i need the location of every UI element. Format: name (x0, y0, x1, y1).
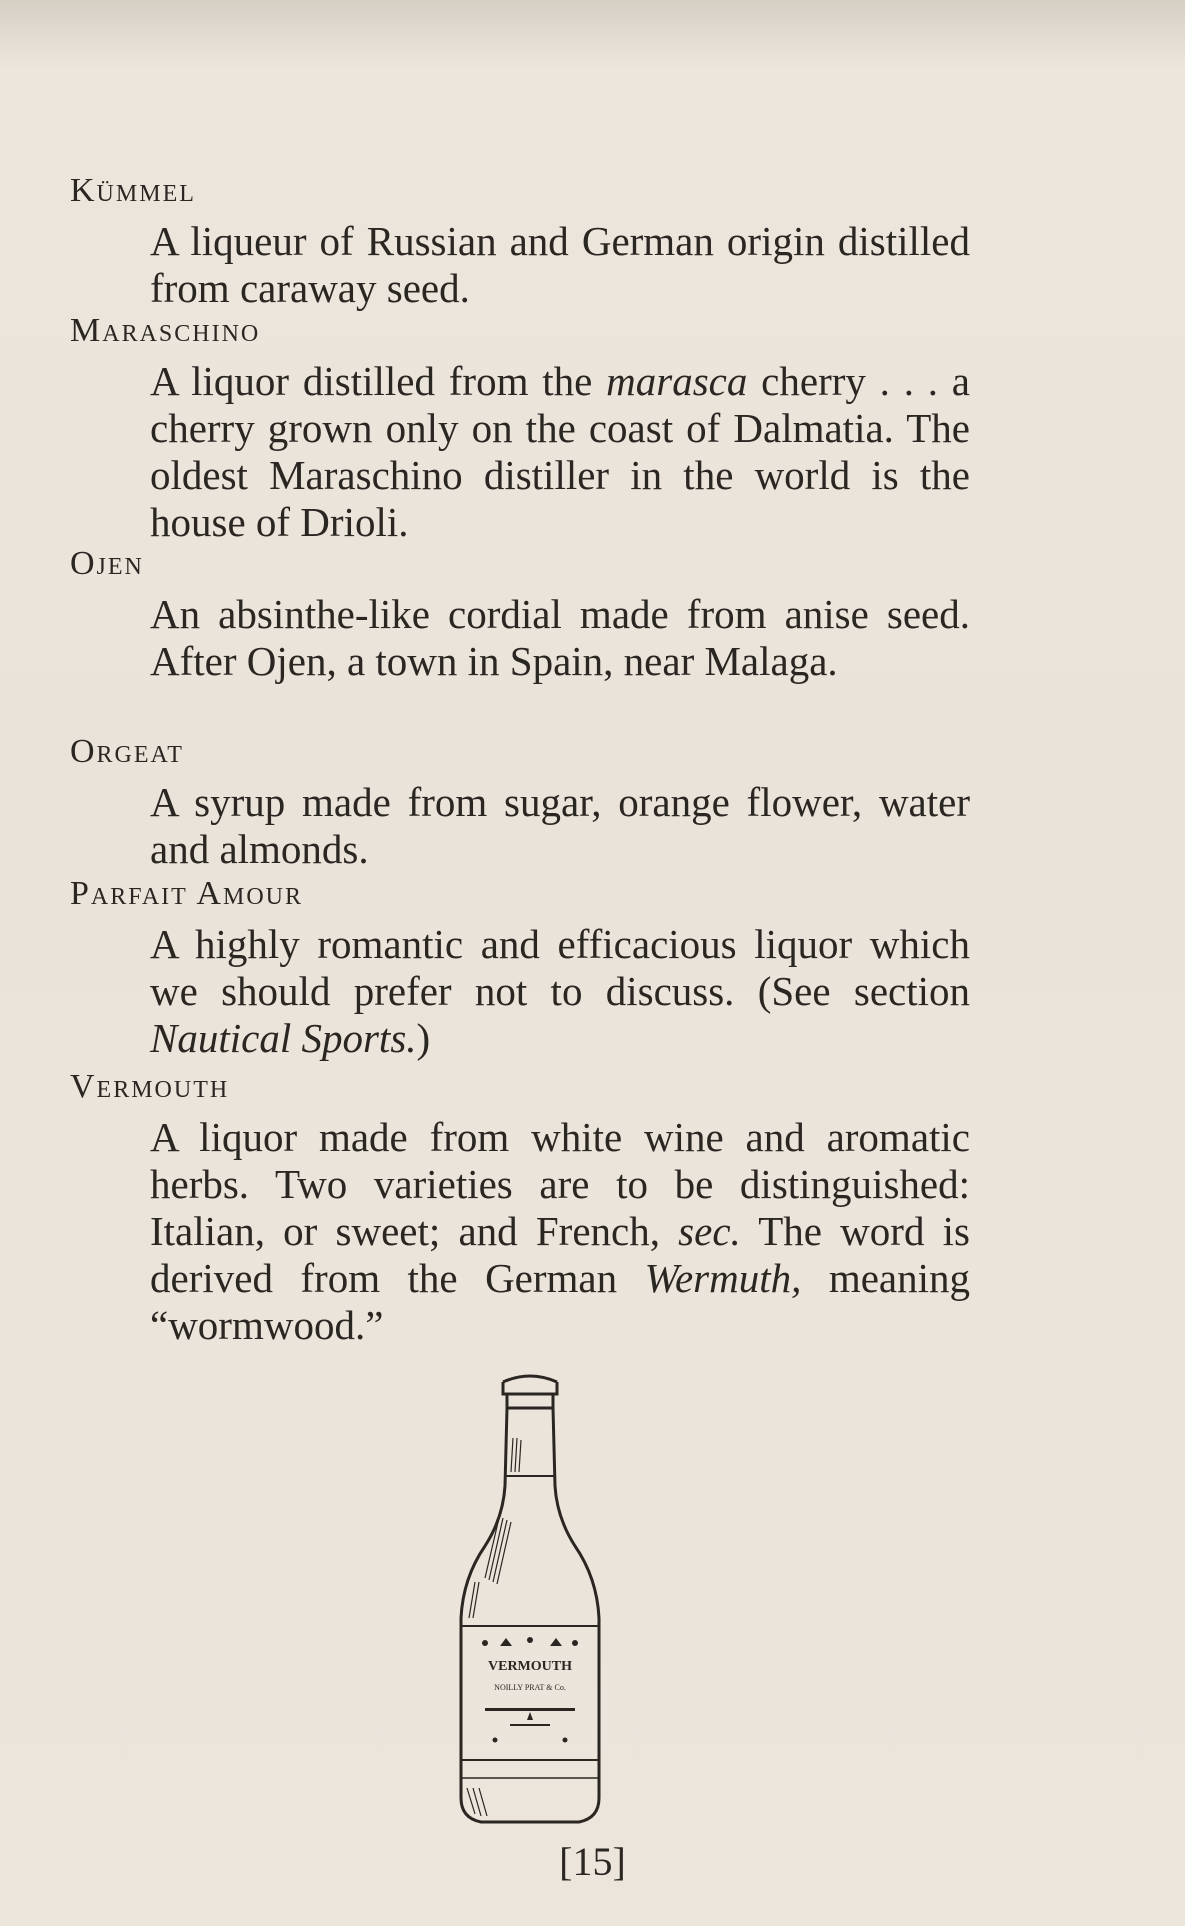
entry-definition-ojen: An absinthe-like cordial made from anise seed. After Ojen, a town in Spain, near Malaga. (150, 591, 970, 684)
bottle-label-text: VERMOUTH (488, 1659, 572, 1674)
bottle-label-subtext: NOILLY PRAT & Co. (494, 1683, 566, 1692)
entry-definition-vermouth: A liquor made from white wine and aromatic herbs. Two varieties are to be distinguished: Italian, or sweet; and French, sec. The word is derived from the German Wermuth, meaning “wormwood.” (150, 1114, 970, 1348)
vermouth-bottle-illustration (455, 1368, 605, 1836)
entry-definition-maraschino: A liquor distilled from the marasca cherry . . . a cherry grown only on the coast of Dalmatia. The oldest Maraschino distiller in the world is the house of Drioli. (150, 358, 970, 545)
entry-definition-orgeat: A syrup made from sugar, orange flower, water and almonds. (150, 779, 970, 872)
entry-term-kummel: Kümmel (70, 172, 196, 209)
entry-definition-parfait-amour: A highly romantic and efficacious liquor which we should prefer not to discuss. (See section Nautical Sports.) (150, 921, 970, 1061)
entry-term-ojen: Ojen (70, 545, 144, 582)
entry-definition-kummel: A liqueur of Russian and German origin distilled from caraway seed. (150, 218, 970, 311)
entry-term-parfait-amour: Parfait Amour (70, 875, 303, 912)
bottle-icon (455, 1368, 605, 1836)
entry-term-vermouth: Vermouth (70, 1068, 230, 1105)
page-number: [15] (559, 1839, 626, 1884)
entry-term-maraschino: Maraschino (70, 312, 261, 349)
page-edge-shadow (0, 0, 1185, 70)
entry-term-orgeat: Orgeat (70, 733, 184, 770)
